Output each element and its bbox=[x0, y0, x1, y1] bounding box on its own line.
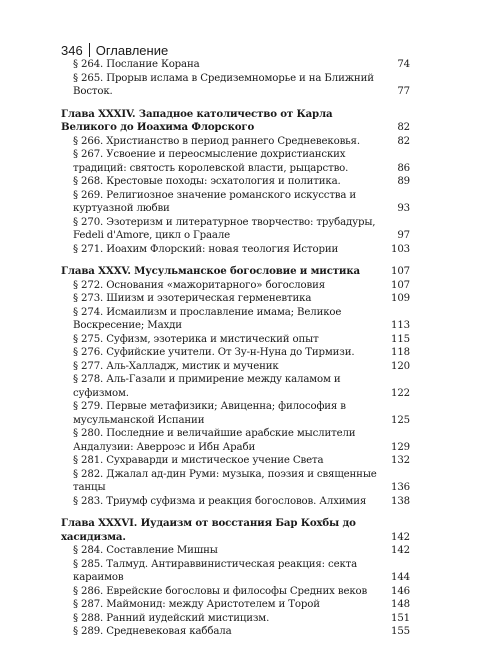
entry-title: § 266. Христианство в период раннего Средневековья. bbox=[73, 135, 360, 147]
toc-entry[interactable] bbox=[61, 495, 410, 509]
entry-title: § 281. Сухраварди и мистическое учение Света bbox=[73, 455, 324, 466]
toc-entry[interactable] bbox=[61, 612, 410, 626]
entry-title: § 268. Крестовые походы: эсхатология и политика. bbox=[73, 176, 341, 187]
entry-page-number: 138 bbox=[391, 495, 410, 507]
entry-title: § 284. Составление Мишны bbox=[73, 545, 218, 556]
entry-title: § 276. Суфийские учители. От Зу-н-Нуна до Тирмизи. bbox=[73, 347, 355, 358]
entry-title: § 264. Послание Корана bbox=[73, 59, 200, 70]
toc-entry[interactable] bbox=[61, 279, 410, 293]
toc-entry[interactable] bbox=[61, 148, 410, 175]
entry-title: § 271. Иоахим Флорский: новая теология Истории bbox=[73, 243, 339, 255]
entry-page-number: 107 bbox=[391, 279, 410, 291]
toc-entry[interactable] bbox=[61, 454, 410, 468]
entry-page-number: 151 bbox=[391, 612, 410, 624]
toc-entry[interactable] bbox=[61, 58, 410, 72]
chapter-title: Глава XXXV. Мусульманское богословие и мистика bbox=[61, 265, 360, 277]
toc-entry[interactable] bbox=[61, 468, 410, 495]
toc-entry[interactable] bbox=[61, 175, 410, 189]
entry-title: § 288. Ранний иудейский мистицизм. bbox=[73, 612, 270, 624]
entry-page-number: 144 bbox=[391, 572, 410, 583]
toc-entry[interactable] bbox=[61, 360, 410, 374]
entry-page-number: 132 bbox=[391, 455, 410, 466]
toc-entry[interactable] bbox=[61, 400, 410, 427]
entry-page-number: 86 bbox=[397, 162, 410, 174]
entry-title: § 289. Средневековая каббала bbox=[73, 626, 232, 637]
entry-page-number: 103 bbox=[391, 243, 410, 255]
toc-entry[interactable] bbox=[61, 189, 410, 216]
entry-page-number: 136 bbox=[391, 482, 410, 493]
entry-page-number: 125 bbox=[391, 414, 410, 426]
entry-page-number: 122 bbox=[391, 387, 410, 399]
chapter-page-number: 107 bbox=[391, 266, 410, 277]
entry-page-number: 120 bbox=[391, 360, 410, 372]
entry-title: § 280. Последние и величайшие арабские мыслители Андалузии: Аверроэс и Ибн Араби bbox=[73, 428, 356, 453]
chapter-title: Глава XXXVI. Иудаизм от восстания Бар Кохбы до хасидизма. bbox=[61, 517, 356, 543]
toc-entry[interactable] bbox=[61, 373, 410, 400]
header-divider bbox=[89, 43, 90, 57]
entry-page-number: 82 bbox=[397, 135, 410, 147]
entry-page-number: 155 bbox=[391, 626, 410, 637]
entry-title: § 274. Исмаилизм и прославление имама; Великое Воскресение; Махди bbox=[73, 306, 342, 331]
toc-entry[interactable] bbox=[61, 346, 410, 360]
chapter-gap bbox=[61, 508, 410, 517]
entry-page-number: 115 bbox=[391, 333, 410, 345]
chapter-heading[interactable] bbox=[61, 517, 410, 544]
entry-title: § 275. Суфизм, эзотерика и мистический опыт bbox=[73, 333, 319, 345]
toc-entry[interactable] bbox=[61, 135, 410, 149]
entry-title: § 278. Аль-Газали и примирение между каламом и суфизмом. bbox=[73, 374, 341, 399]
entry-title: § 287. Маймонид: между Аристотелем и Торой bbox=[73, 599, 320, 610]
toc-entry[interactable] bbox=[61, 598, 410, 612]
page-header bbox=[61, 42, 168, 58]
toc-entry[interactable] bbox=[61, 243, 410, 257]
entry-title: § 283. Триумф суфизма и реакция богословов. Алхимия bbox=[73, 495, 367, 507]
entry-page-number: 148 bbox=[391, 599, 410, 610]
entry-page-number: 113 bbox=[391, 320, 410, 331]
entry-page-number: 146 bbox=[391, 585, 410, 597]
entry-title: § 286. Еврейские богословы и философы Средних веков bbox=[73, 585, 368, 597]
chapter-heading[interactable] bbox=[61, 108, 410, 135]
entry-title: § 270. Эзотеризм и литературное творчество: трубадуры, Fedeli d'Amore, цикл о Граале bbox=[73, 216, 376, 241]
chapter-heading[interactable] bbox=[61, 265, 410, 279]
entry-title: § 265. Прорыв ислама в Средиземноморье и на Ближний Восток. bbox=[73, 72, 374, 97]
entry-title: § 277. Аль-Халладж, мистик и мученик bbox=[73, 360, 279, 372]
toc-entry[interactable] bbox=[61, 292, 410, 306]
entry-page-number: 77 bbox=[397, 86, 410, 97]
page-title: Оглавление bbox=[95, 42, 169, 58]
entry-page-number: 89 bbox=[397, 176, 410, 187]
entry-title: § 273. Шиизм и эзотерическая герменевтика bbox=[73, 293, 312, 304]
entry-title: § 272. Основания «мажоритарного» богословия bbox=[73, 279, 325, 291]
entry-title: § 269. Религиозное значение романского искусства и куртуазной любви bbox=[73, 189, 357, 214]
toc-entry[interactable] bbox=[61, 558, 410, 585]
entry-title: § 267. Усвоение и переосмысление дохристианских традиций: святость королевской власти, рыцарство. bbox=[73, 149, 349, 174]
toc-entry[interactable] bbox=[61, 216, 410, 243]
toc-entry[interactable] bbox=[61, 544, 410, 558]
entry-page-number: 74 bbox=[397, 59, 410, 70]
chapter-title: Глава XXXIV. Западное католичество от Карла Великого до Иоахима Флорского bbox=[61, 107, 333, 133]
toc-entry[interactable] bbox=[61, 625, 410, 639]
entry-page-number: 118 bbox=[391, 347, 410, 358]
table-of-contents bbox=[61, 58, 410, 639]
entry-page-number: 97 bbox=[397, 230, 410, 241]
toc-entry[interactable] bbox=[61, 427, 410, 454]
toc-entry[interactable] bbox=[61, 306, 410, 333]
entry-title: § 279. Первые метафизики; Авиценна; философия в мусульманской Испании bbox=[73, 401, 346, 426]
chapter-gap bbox=[61, 99, 410, 108]
toc-entry[interactable] bbox=[61, 585, 410, 599]
entry-title: § 285. Талмуд. Антираввинистическая реакция: секта караимов bbox=[73, 558, 358, 583]
page-number: 346 bbox=[61, 42, 83, 58]
chapter-page-number: 142 bbox=[391, 531, 410, 543]
entry-page-number: 129 bbox=[391, 441, 410, 453]
entry-page-number: 142 bbox=[391, 545, 410, 556]
chapter-page-number: 82 bbox=[397, 122, 410, 133]
entry-page-number: 109 bbox=[391, 293, 410, 304]
toc-entry[interactable] bbox=[61, 333, 410, 347]
chapter-gap bbox=[61, 256, 410, 265]
entry-page-number: 93 bbox=[397, 203, 410, 214]
entry-title: § 282. Джалал ад-дин Руми: музыка, поэзия и священные танцы bbox=[73, 468, 377, 493]
toc-entry[interactable] bbox=[61, 72, 410, 99]
